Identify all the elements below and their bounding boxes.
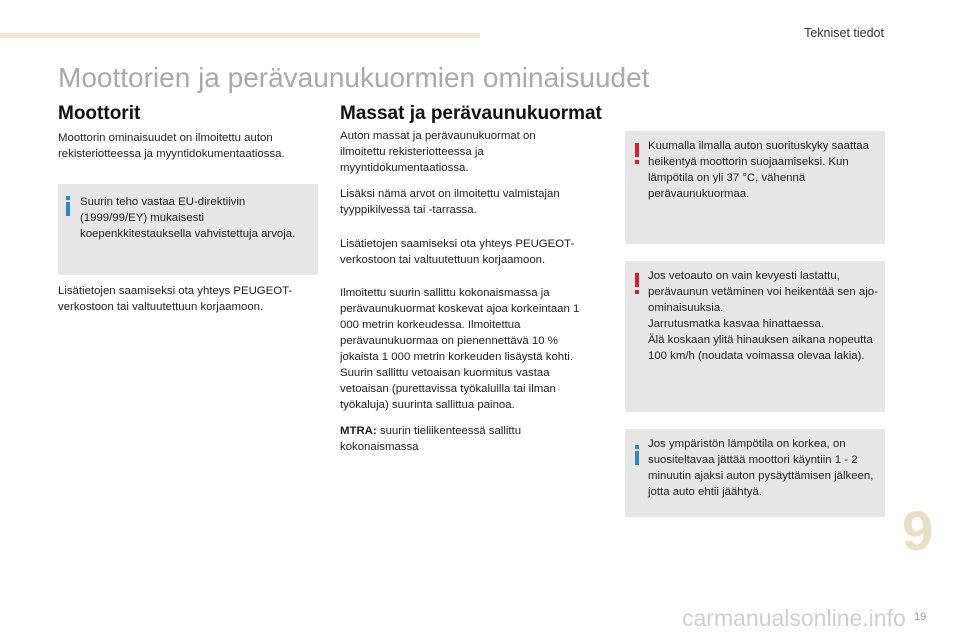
info-cooling-text: Jos ympäristön lämpötila on korkea, on suositeltavaa jättää moottori käyntiin 1 - 2 minuutin ajaksi auton pysäyttämisen jälkeen, jotta auto ehtii jäähtyä. (648, 438, 874, 498)
warning-box-heat (625, 131, 885, 244)
left-intro: Moottorin ominaisuudet on ilmoitettu auton rekisteriotteessa ja myyntidokumentaatiossa. (58, 132, 285, 160)
warning-towing-line-2: Jarrutusmatka kasvaa hinattaessa. (648, 318, 825, 330)
left-more-info: Lisätietojen saamiseksi ota yhteys PEUGEOT-verkostoon tai valtuutettuun korjaamoon. (58, 285, 293, 313)
middle-p1: Auton massat ja perävaunukuormat on ilmoitettu rekisteriotteessa ja myyntidokumentaatiossa. (340, 130, 536, 174)
warning-towing-line-3: Älä koskaan ylitä hinauksen aikana nopeutta 100 km/h (noudata voimassa olevaa lakia). (648, 334, 873, 362)
page-number: 19 (914, 611, 927, 623)
middle-p3: Lisätietojen saamiseksi ota yhteys PEUGEOT-verkostoon tai valtuutettuun korjaamoon. (340, 238, 575, 266)
mtra-text: suurin tieliikenteessä sallittu kokonaismassa (340, 425, 522, 453)
page-title: Moottorien ja perävaunukuormien ominaisuudet (58, 62, 650, 93)
mtra-label: MTRA: (340, 425, 377, 437)
warning-box-towing (625, 261, 885, 412)
warning-towing-text (648, 268, 880, 364)
watermark: carmanualsonline.info (682, 605, 906, 631)
info-box-power (58, 184, 318, 275)
section-label: Tekniset tiedot (804, 26, 884, 40)
middle-mtra (340, 423, 570, 455)
chapter-number: 9 (902, 499, 934, 562)
header-accent-bar (0, 33, 480, 38)
info-box-text: Suurin teho vastaa EU-direktiivin (1999/99/EY) mukaisesti koepenkkitestauksella vahvistettuja arvoja. (80, 196, 296, 240)
heading-moottorit: Moottorit (58, 103, 141, 124)
info-box-cooling (625, 429, 885, 517)
warning-towing-line-1: Jos vetoauto on vain kevyesti lastattu, perävaunun vetäminen voi heikentää sen ajo-ominaisuuksia. (648, 270, 878, 314)
middle-p2: Lisäksi nämä arvot on ilmoitettu valmistajan tyyppikilvessä tai -tarrassa. (340, 188, 560, 216)
middle-p4: Ilmoitettu suurin sallittu kokonaismassa ja perävaunukuormat koskevat ajoa korkeintaan 1 000 metrin korkeudessa. Ilmoitettua perävaunukuormaa on pienennettävä 10 % jokaista 1 000 metrin korkeuden lisäystä kohti. Suurin sallittu vetoaisan kuormitus vastaa vetoaisan (purettavissa työkaluilla tai ilman työkaluja) suurinta sallittua painoa. (340, 287, 580, 411)
heading-massat: Massat ja perävaunukuormat (340, 103, 602, 124)
warning-heat-text: Kuumalla ilmalla auton suorituskyky saattaa heikentyä moottorin suojaamiseksi. Kun lämpötila on yli 37 °C, vähennä perävaunukuormaa. (648, 140, 869, 200)
